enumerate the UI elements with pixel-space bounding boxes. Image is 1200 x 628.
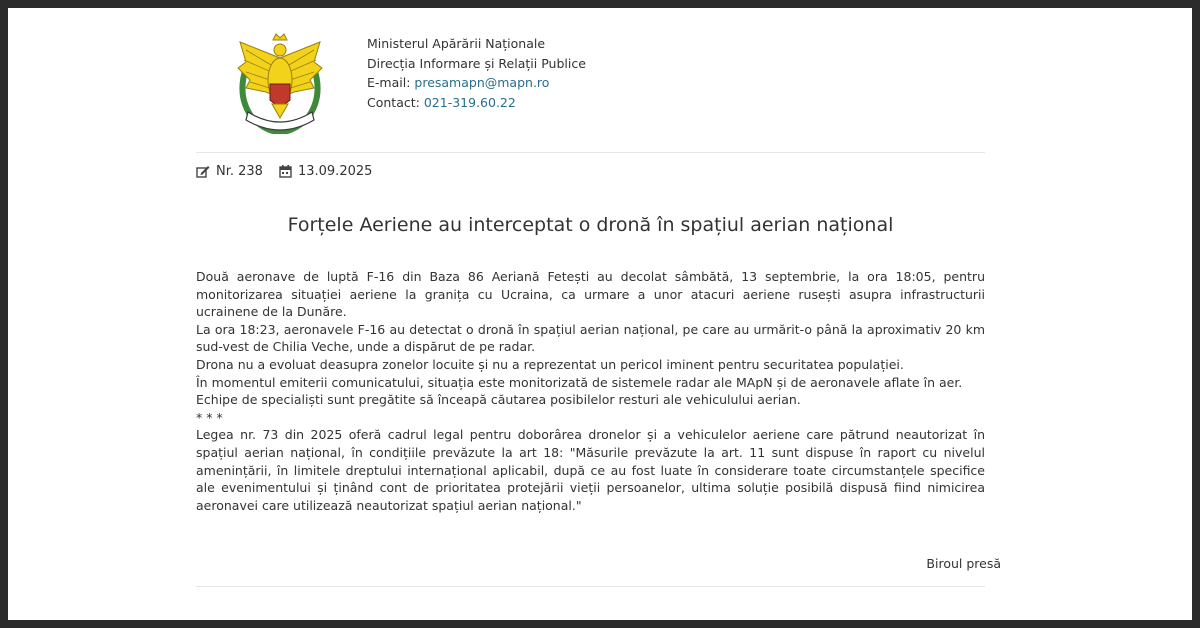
press-release-body [196,268,985,514]
release-number: Nr. 238 [216,164,263,179]
contact-label: Contact: [367,94,420,110]
paragraph: În momentul emiterii comunicatului, situația este monitorizată de sistemele radar ale MApN și de aeronavele aflate în aer. [196,374,963,390]
contact-line [367,93,586,113]
edit-icon [196,165,210,178]
contact-phone: 021-319.60.22 [423,94,516,110]
header-divider [196,152,985,153]
paragraph: Legea nr. 73 din 2025 oferă cadrul legal pentru doborârea dronelor și a vehiculelor aeriene care pătrund neautorizat în spațiul aerian național, în condițiile prevăzute la art 18: "Măsurile prevăzute la art. 11 sunt dispuse în raport cu nivelul amenințării, în limitele dreptului internațional aplicabil, după ce au fost luate în considerare toate circumstanțele specifice ale evenimentului și ținând cont de prioritatea protejării vieții persoanelor, ultima soluție posibilă dispusă fiind nimicirea aeronavei care utilizează neautorizat spațiul aerian național." [196,427,985,513]
ministry-contact-block [367,34,586,112]
email-label: E-mail: [367,75,411,90]
paragraph: Drona nu a evoluat deasupra zonelor locuite și nu a reprezentat un pericol iminent pentru securitatea populației. [196,356,904,372]
header [232,28,997,146]
paragraph: Două aeronave de luptă F-16 din Baza 86 Aeriană Fetești au decolat sâmbătă, 13 septembrie, la ora 18:05, pentru monitorizarea situației aeriene la granița cu Ucraina, ca urmare a unor atacuri aeriene rusești asupra infrastructurii ucrainene de la Dunăre. [196,269,985,320]
footer-divider [196,586,985,587]
release-date: 13.09.2025 [297,164,373,179]
page-title: Forțele Aeriene au interceptat o dronă în spațiul aerian național [287,214,894,236]
email-link[interactable]: presamapn@mapn.ro [414,75,550,90]
paragraph: Echipe de specialiști sunt pregătite să înceapă căutarea posibilelor resturi ale vehiculului aerian. [196,392,801,408]
paragraph: La ora 18:23, aeronavele F-16 au detectat o dronă în spațiul aerian național, pe care au urmărit-o până la aproximativ 20 km sud-vest de Chilia Veche, unde a dispărut de pe radar. [196,321,985,355]
release-meta [196,164,372,179]
separator: * * * [196,409,223,425]
eagle-coat-of-arms-icon [232,28,328,134]
ministry-name: Ministerul Apărării Naționale [367,36,546,51]
calendar-icon [279,165,292,178]
email-line [367,73,586,93]
signature: Biroul presă [926,556,1001,571]
department-name: Direcția Informare și Relații Publice [367,55,586,71]
